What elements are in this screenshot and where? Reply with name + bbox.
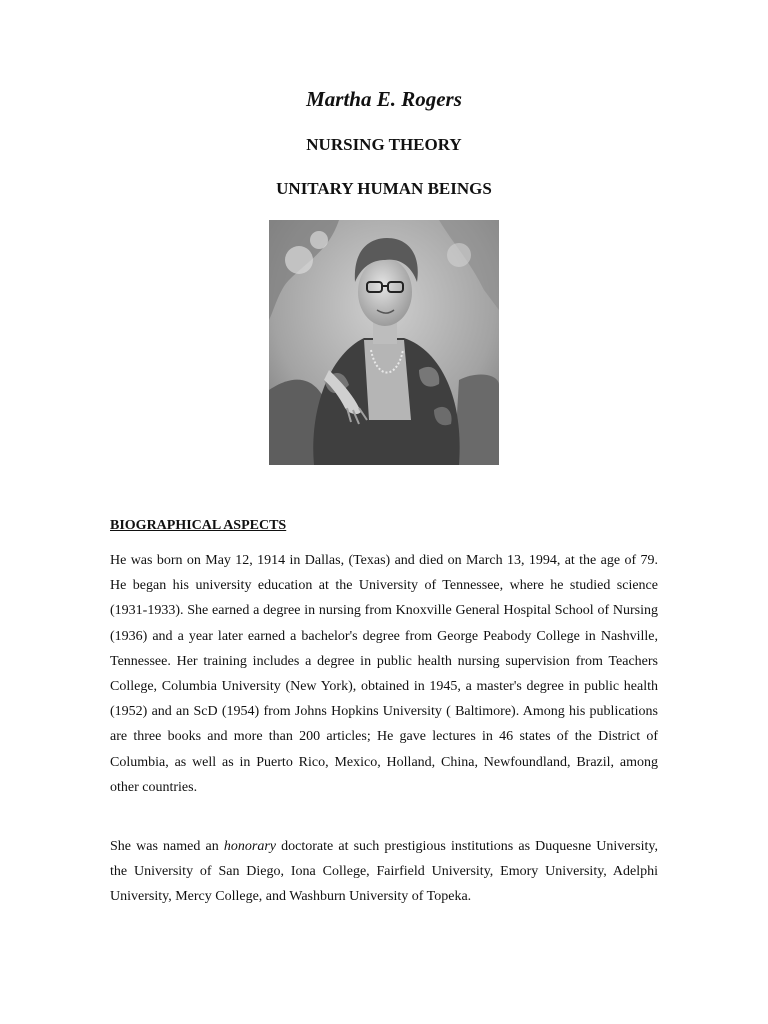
paragraph-honorary-doctorates	[110, 834, 658, 910]
page-title: Martha E. Rogers	[306, 87, 462, 111]
subtitle-unitary-human-beings: UNITARY HUMAN BEINGS	[276, 179, 492, 198]
paragraph-2-italic-honorary: honorary	[223, 839, 276, 854]
paragraph-2-text-after: doctorate at such prestigious institutions as Duquesne University, the University of San Diego, Iona College, Fairfield University, Emory University, Adelphi University, Mercy College, and Washburn University of Topeka.	[110, 839, 658, 905]
section-heading-biographical-aspects: BIOGRAPHICAL ASPECTS	[110, 518, 287, 533]
portrait-image	[269, 220, 499, 465]
paragraph-biography: He was born on May 12, 1914 in Dallas, (Texas) and died on March 13, 1994, at the age of 79. He began his university education at the University of Tennessee, where he studied science (1931-1933). She earned a degree in nursing from Knoxville General Hospital School of Nursing (1936) and a year later earned a bachelor's degree from George Peabody College in Nashville, Tennessee. Her training includes a degree in public health nursing supervision from Teachers College, Columbia University (New York), obtained in 1945, a master's degree in public health (1952) and an ScD (1954) from Johns Hopkins University ( Baltimore). Among his publications are three books and more than 200 articles; He gave lectures in 46 states of the District of Columbia, as well as in Puerto Rico, Mexico, Holland, China, Newfoundland, Brazil, among other countries.	[110, 553, 658, 795]
paragraph-2-text-before: She was named an	[110, 839, 224, 854]
portrait-photo-icon	[269, 220, 499, 465]
subtitle-nursing-theory: NURSING THEORY	[306, 135, 462, 154]
